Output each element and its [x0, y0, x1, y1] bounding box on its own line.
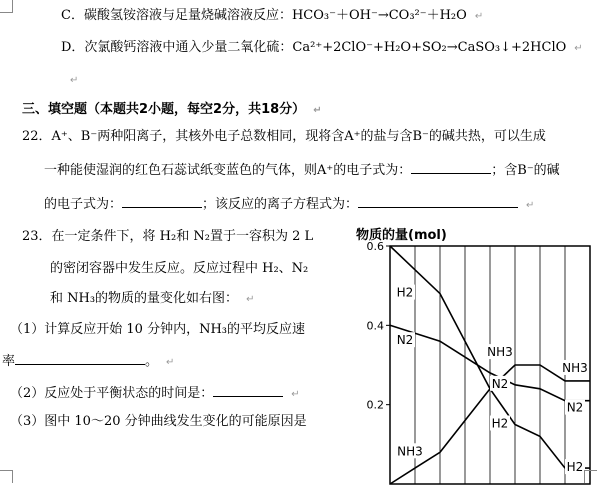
option-c-text: C．碳酸氢铵溶液与足量烧碱溶液反应：HCO₃⁻＋OH⁻→CO₃²⁻＋H₂O [61, 8, 467, 23]
q23-line-1 [22, 229, 313, 245]
option-d [61, 40, 583, 57]
page-corner-mark-bottom-right [584, 470, 597, 483]
q23-sub-2-text: （2）反应处于平衡状态的时间是： [10, 386, 214, 401]
q23-sub-1-rate-label: 率 [2, 354, 16, 369]
answer-blank-4[interactable] [15, 352, 145, 365]
q23-line-3 [50, 291, 254, 308]
section-heading [22, 102, 322, 119]
page-corner-mark-top-left [0, 0, 13, 13]
series-label-nh3: NH3 [562, 360, 588, 375]
q23-sub-2 [10, 384, 300, 403]
q22-line-2 [44, 161, 560, 179]
q23-line-3-text: 和 NH₃的物质的量变化如右图： [50, 291, 239, 306]
y-tick-label: 0.6 [366, 240, 384, 253]
answer-blank-5[interactable] [213, 384, 283, 397]
q22-line-3 [44, 195, 534, 214]
series-label-n2: N2 [491, 376, 509, 391]
series-label-nh3: NH3 [487, 345, 513, 360]
paragraph-mark-icon: ↵ [246, 294, 255, 305]
q23-sub-1-period: 。 [145, 354, 159, 369]
page-corner-mark-bottom-left [0, 470, 13, 483]
q23-line-1-text: 23．在一定条件下，将 H₂和 N₂置于一容积为 2 L [22, 229, 314, 244]
paragraph-mark-icon: ↵ [526, 200, 535, 211]
option-c [61, 8, 483, 25]
amount-vs-time-chart [350, 240, 596, 489]
series-label-nh3: NH3 [397, 444, 423, 459]
option-d-text: D．次氯酸钙溶液中通入少量二氧化硫：Ca²⁺+2ClO⁻+H₂O+SO₂→CaSO₃↓+2HClO [61, 40, 567, 55]
series-label-h2: H2 [396, 285, 414, 300]
paragraph-mark-icon: ↵ [291, 389, 300, 400]
chart-title: 物质的量(mol) [356, 228, 447, 243]
q22-line-3-text: 的电子式为： [44, 197, 123, 212]
paragraph-mark-icon: ↵ [474, 11, 484, 22]
paragraph-mark-icon: ↵ [574, 43, 583, 54]
series-label-n2: N2 [396, 333, 414, 348]
q22-line-3-mid: ；该反应的离子方程式为： [202, 197, 359, 212]
q22-line-2-text: 一种能使湿润的红色石蕊试纸变蓝色的气体，则A⁺的电子式为： [44, 163, 412, 178]
y-tick-label: 0.4 [366, 319, 384, 333]
q22-line-1: 22．A⁺、B⁻两种阳离子，其核外电子总数相同，现将含A⁺的盐与含B⁻的碱共热，可以生成 [22, 129, 546, 144]
answer-blank-3[interactable] [358, 195, 518, 208]
y-tick-label: 0.2 [366, 398, 384, 412]
series-label-h2: H2 [566, 460, 584, 475]
answer-blank-1[interactable] [411, 161, 491, 174]
empty-paragraph [62, 72, 78, 89]
paragraph-mark-icon: ↵ [313, 105, 322, 116]
q23-sub-1: （1）计算反应开始 10 分钟内，NH₃的平均反应速 [10, 322, 306, 337]
series-label-h2: H2 [491, 416, 509, 431]
series-label-n2: N2 [566, 400, 584, 415]
answer-blank-2[interactable] [122, 195, 202, 208]
q23-sub-3: （3）图中 10～20 分钟曲线发生变化的可能原因是 [10, 414, 307, 429]
paragraph-mark-icon: ↵ [166, 357, 175, 368]
q23-line-2: 的密闭容器中发生反应。反应过程中 H₂、N₂ [50, 261, 309, 276]
section-heading-text: 三、填空题（本题共2小题，每空2分，共18分） [22, 102, 306, 117]
q22-line-2-tail: ；含B⁻的碱 [491, 163, 560, 178]
paragraph-mark-icon: ↵ [70, 75, 79, 86]
q23-sub-1-rate [2, 352, 174, 371]
